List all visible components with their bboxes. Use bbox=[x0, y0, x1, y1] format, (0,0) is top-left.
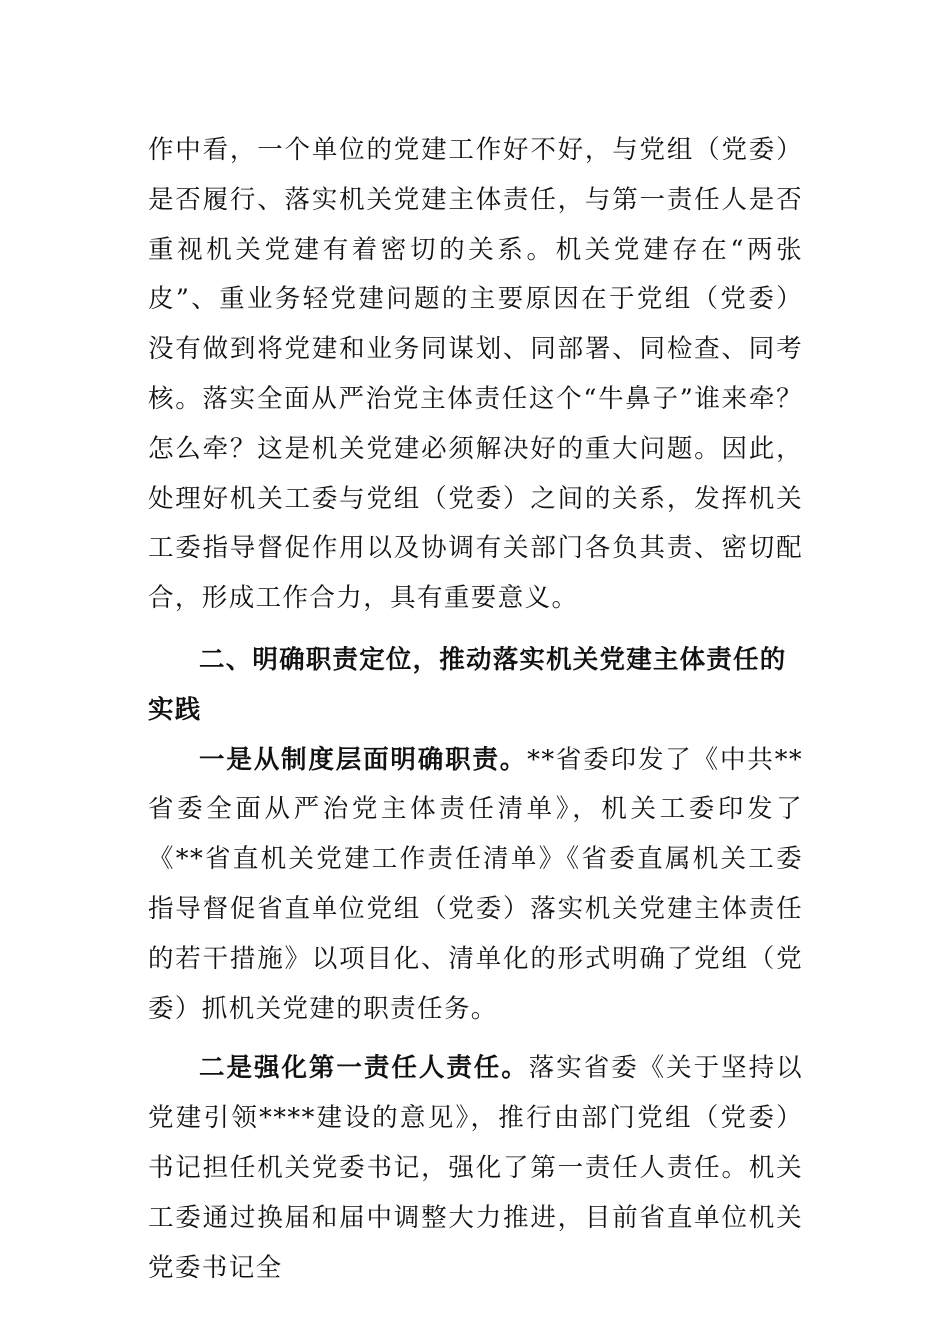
item-paragraph-2 bbox=[148, 1044, 803, 1293]
document-body bbox=[148, 126, 803, 1293]
body-paragraph: 作中看，一个单位的党建工作好不好，与党组（党委）是否履行、落实机关党建主体责任，与第一责任人是否重视机关党建有着密切的关系。机关党建存在“两张皮”、重业务轻党建问题的主要原因在于党组（党委）没有做到将党建和业务同谋划、同部署、同检查、同考核。落实全面从严治党主体责任这个“牛鼻子”谁来牵？怎么牵？这是机关党建必须解决好的重大问题。因此，处理好机关工委与党组（党委）之间的关系，发挥机关工委指导督促作用以及协调有关部门各负其责、密切配合，形成工作合力，具有重要意义。 bbox=[148, 135, 803, 614]
item-paragraph-1 bbox=[148, 736, 803, 1035]
item-text-1: **省委印发了《中共**省委全面从严治党主体责任清单》，机关工委印发了《**省直机关党建工作责任清单》《省委直属机关工委指导督促省直单位党组（党委）落实机关党建主体责任的若干措施》以项目化、清单化的形式明确了党组（党委）抓机关党建的职责任务。 bbox=[148, 744, 803, 1024]
item-text-2: 落实省委《关于坚持以党建引领****建设的意见》，推行由部门党组（党委）书记担任机关党委书记，强化了第一责任人责任。机关工委通过换届和届中调整大力推进，目前省直单位机关党委书记全 bbox=[148, 1053, 803, 1283]
section-heading: 二、明确职责定位，推动落实机关党建主体责任的实践 bbox=[148, 644, 787, 725]
item-lead-1: 一是从制度层面明确职责。 bbox=[199, 744, 528, 775]
item-lead-2: 二是强化第一责任人责任。 bbox=[199, 1053, 529, 1084]
